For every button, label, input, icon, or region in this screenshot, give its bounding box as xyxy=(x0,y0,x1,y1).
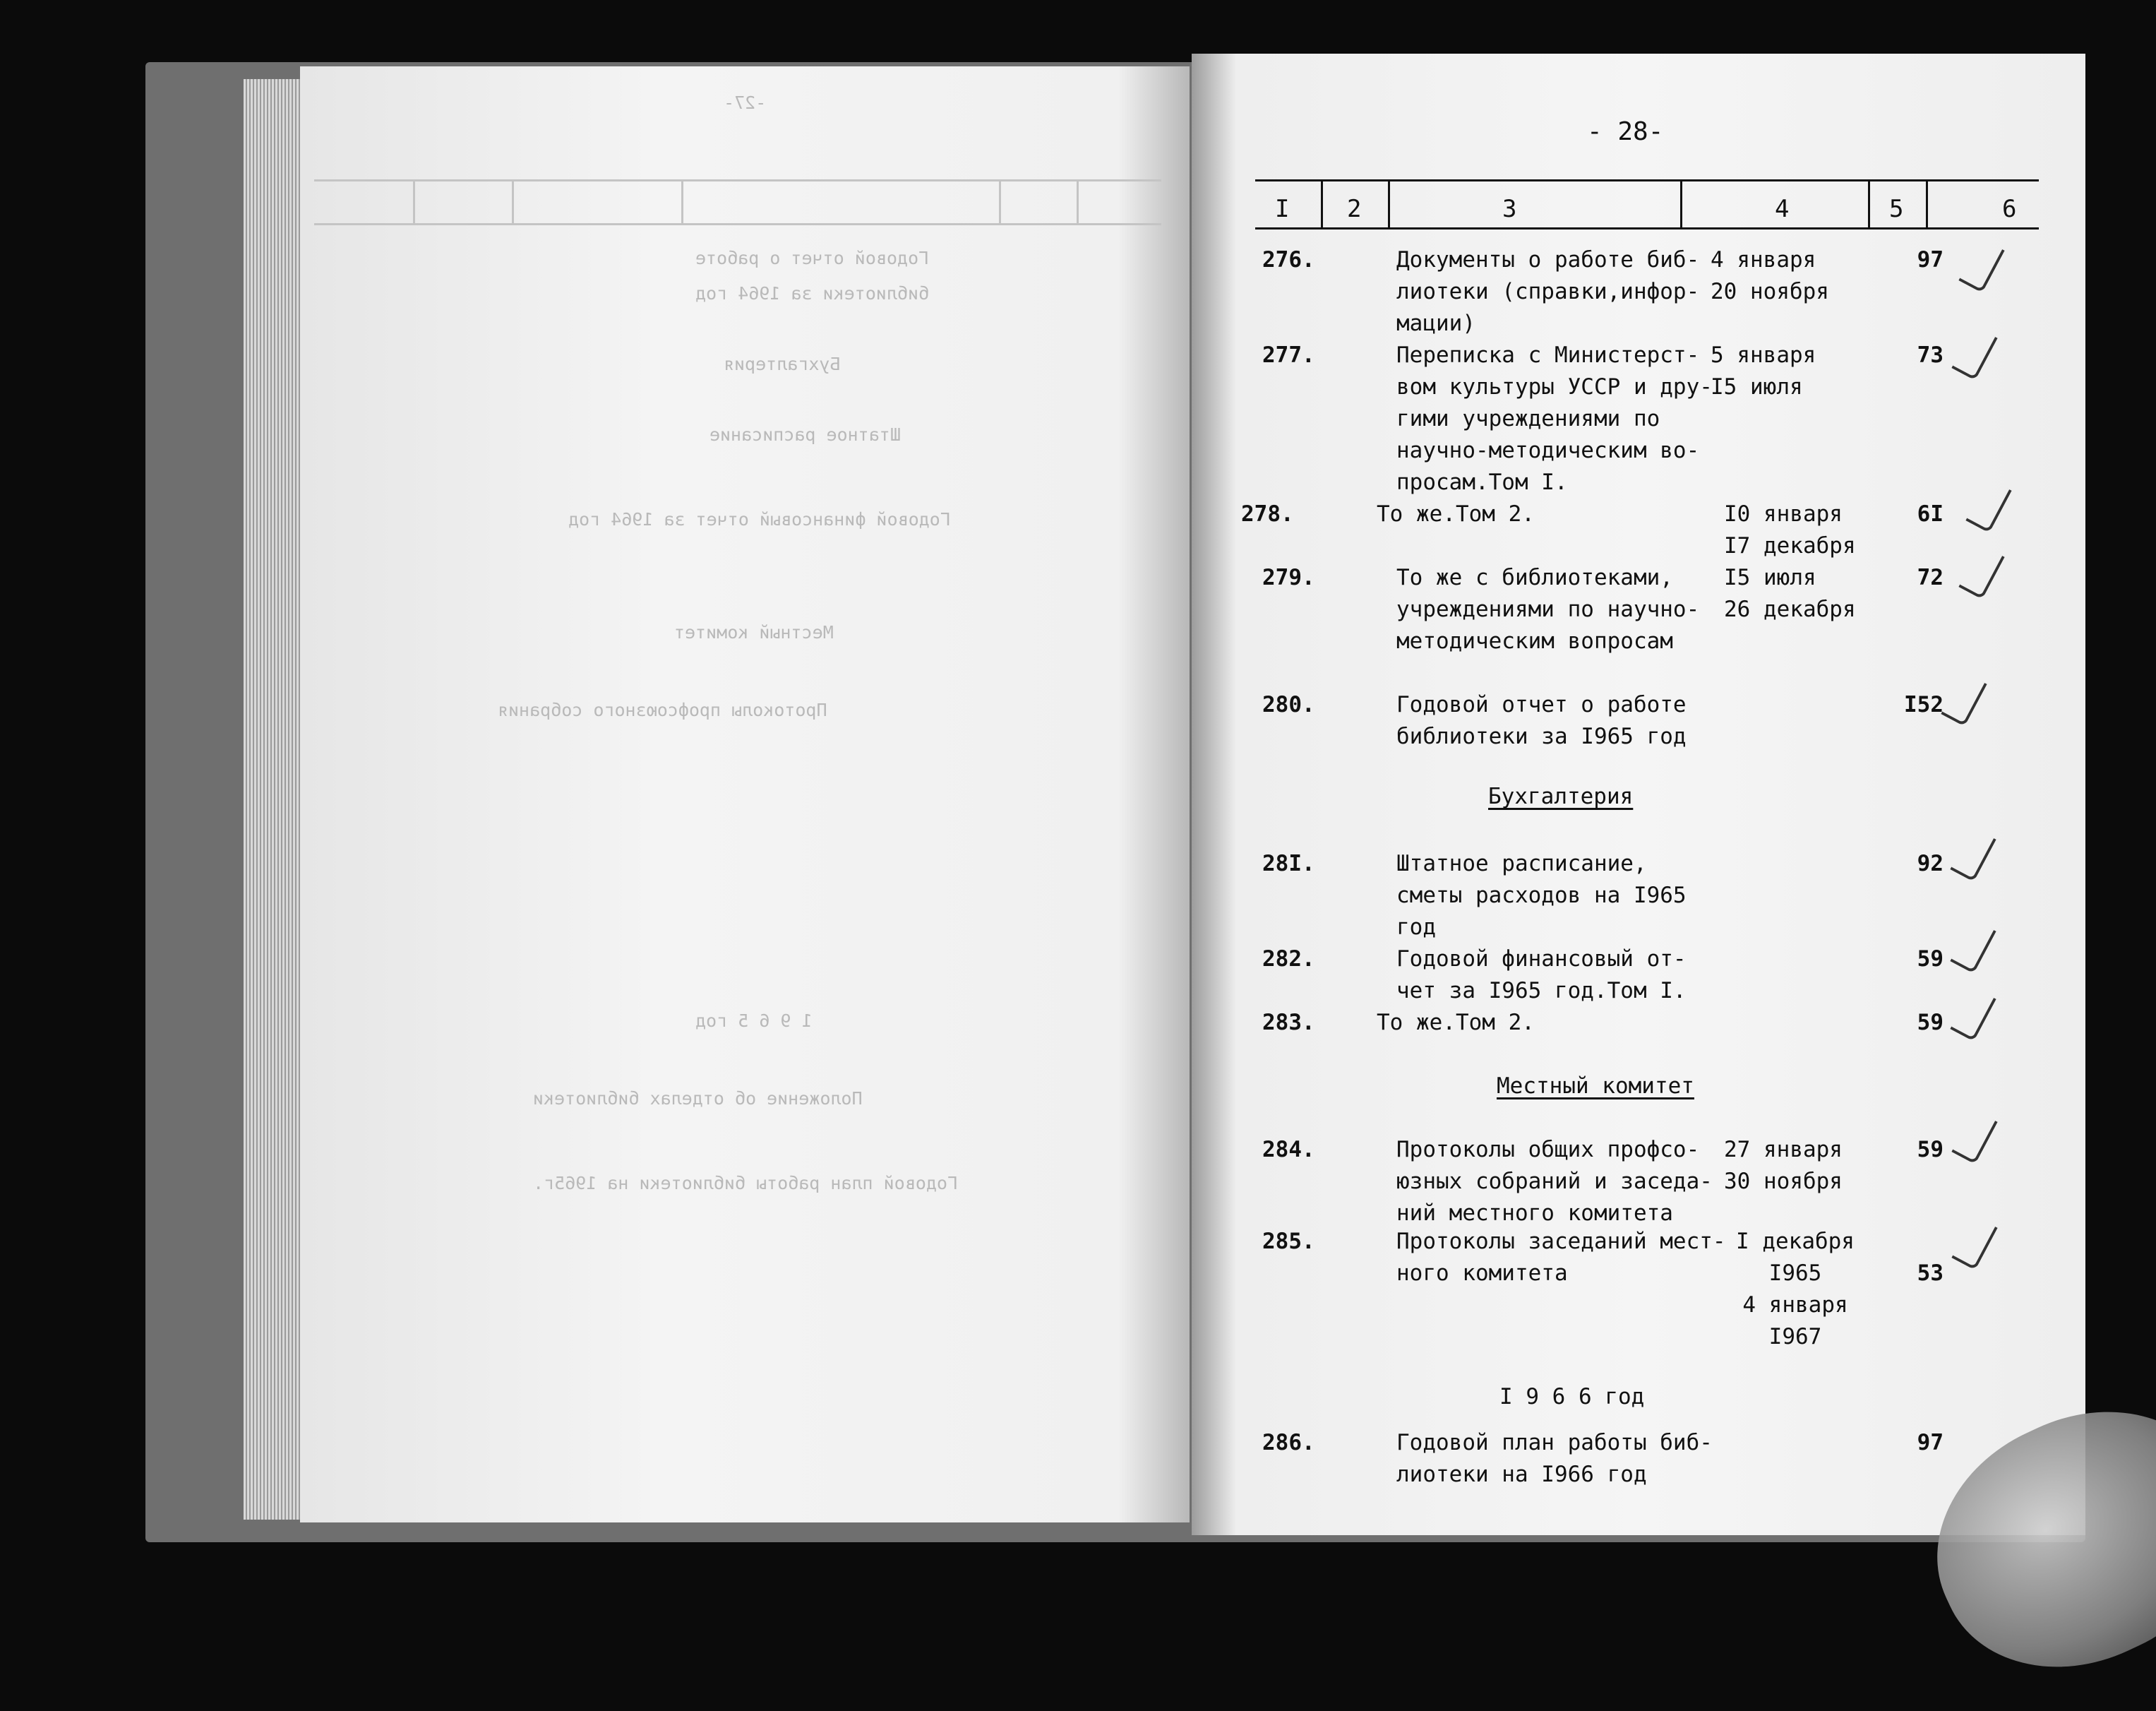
header-rule-top xyxy=(1255,179,2039,181)
row-count: 59 xyxy=(1917,946,1944,972)
ghost-line: Штатное расписание xyxy=(709,424,901,445)
row-title: То же.Том 2. xyxy=(1377,1010,1535,1035)
check-mark-icon xyxy=(1950,919,1996,974)
column-divider xyxy=(1868,179,1870,229)
check-mark-icon xyxy=(1965,478,2011,533)
check-mark-icon xyxy=(1958,238,2004,293)
column-header: 2 xyxy=(1347,195,1362,223)
left-table-rule xyxy=(314,179,1161,181)
row-number: 278. xyxy=(1241,501,1294,527)
row-number: 283. xyxy=(1262,1010,1315,1035)
row-count: 97 xyxy=(1917,247,1944,273)
column-divider xyxy=(1388,179,1390,229)
ghost-line: Местный комитет xyxy=(674,622,834,643)
row-dates: I5 июля 26 декабря xyxy=(1724,565,1856,622)
row-count: 73 xyxy=(1917,342,1944,368)
row-number: 279. xyxy=(1262,565,1315,590)
left-table-divider xyxy=(999,179,1001,225)
row-count: 97 xyxy=(1917,1430,1944,1455)
left-table-divider xyxy=(413,179,415,225)
row-dates: 5 января I5 июля xyxy=(1711,342,1816,400)
row-number: 277. xyxy=(1262,342,1315,368)
check-mark-icon xyxy=(1951,326,1997,381)
ghost-line: Положение об отделах библиотеки xyxy=(533,1088,863,1109)
row-dates: 4 января 20 ноября xyxy=(1711,247,1829,304)
row-title: Документы о работе биб- лиотеки (справки,инфор- мации) xyxy=(1396,247,1700,336)
check-mark-icon xyxy=(1950,827,1996,882)
row-title: Годовой отчет о работе библиотеки за I965 год xyxy=(1396,692,1687,749)
row-count: 92 xyxy=(1917,851,1944,876)
row-title: То же.Том 2. xyxy=(1377,501,1535,527)
ghost-line: Годовой план работы библиотеки на 1965г. xyxy=(533,1173,959,1193)
row-dates: I декабря I965 4 января I967 xyxy=(1736,1229,1855,1349)
row-number: 285. xyxy=(1262,1229,1315,1254)
row-count: 53 xyxy=(1917,1260,1944,1286)
page-edges xyxy=(244,79,307,1520)
left-table-divider xyxy=(1077,179,1079,225)
row-number: 280. xyxy=(1262,692,1315,717)
row-count: I52 xyxy=(1904,692,1944,717)
column-header: 4 xyxy=(1775,195,1790,223)
column-header: 5 xyxy=(1889,195,1904,223)
column-header: I xyxy=(1275,195,1290,223)
row-number: 28I. xyxy=(1262,851,1315,876)
check-mark-icon xyxy=(1950,986,1996,1042)
section-heading-accounting: Бухгалтерия xyxy=(1488,784,1634,809)
check-mark-icon xyxy=(1941,672,1987,727)
row-count: 59 xyxy=(1917,1137,1944,1162)
left-table-rule xyxy=(314,223,1161,225)
check-mark-icon xyxy=(1951,1109,1997,1164)
check-mark-icon xyxy=(1951,1215,1997,1270)
left-table-divider xyxy=(681,179,683,225)
row-dates: I0 января I7 декабря xyxy=(1724,501,1856,559)
header-rule-bottom xyxy=(1255,227,2039,229)
column-header: 3 xyxy=(1502,195,1517,223)
left-table-divider xyxy=(512,179,514,225)
ghost-line: Бухгалтерия xyxy=(724,354,841,374)
ghost-line: библиотеки за 1964 год xyxy=(695,283,930,304)
row-title: Переписка с Министерст- вом культуры УССР и дру- гими учреждениями по научно-методическим во- просам.Том I. xyxy=(1396,342,1713,495)
row-number: 286. xyxy=(1262,1430,1315,1455)
column-divider xyxy=(1680,179,1682,229)
row-title: Протоколы общих профсо- юзных собраний и заседа- ний местного комитета xyxy=(1396,1137,1713,1226)
year-heading: I 9 6 6 год xyxy=(1499,1384,1645,1409)
ghost-line: 1 9 6 5 год xyxy=(695,1010,813,1031)
left-page-number: -27- xyxy=(724,93,767,113)
column-header: 6 xyxy=(2002,195,2017,223)
section-heading-local-committee: Местный комитет xyxy=(1497,1073,1694,1099)
row-number: 282. xyxy=(1262,946,1315,972)
row-count: 6I xyxy=(1917,501,1944,527)
left-page xyxy=(300,66,1190,1522)
column-divider xyxy=(1321,179,1323,229)
row-title: Годовой план работы биб- лиотеки на I966 год xyxy=(1396,1430,1713,1487)
right-page xyxy=(1192,54,2085,1535)
ghost-line: Годовой отчет о работе xyxy=(695,248,930,268)
check-mark-icon xyxy=(1958,544,2004,600)
row-title: Штатное расписание, сметы расходов на I965 год xyxy=(1396,851,1687,940)
page-number: - 28- xyxy=(1587,117,1664,146)
row-number: 276. xyxy=(1262,247,1315,273)
column-divider xyxy=(1926,179,1928,229)
ghost-line: Протоколы профсоюзного собрания xyxy=(498,700,827,720)
row-count: 59 xyxy=(1917,1010,1944,1035)
row-number: 284. xyxy=(1262,1137,1315,1162)
row-title: Годовой финансовый от- чет за I965 год.Том I. xyxy=(1396,946,1687,1003)
row-count: 72 xyxy=(1917,565,1944,590)
row-title: То же с библиотеками, учреждениями по научно- методическим вопросам xyxy=(1396,565,1700,654)
row-title: Протоколы заседаний мест- ного комитета xyxy=(1396,1229,1726,1286)
row-dates: 27 января 30 ноября xyxy=(1724,1137,1843,1194)
ghost-line: Годовой финансовый отчет за 1964 год xyxy=(568,509,951,530)
